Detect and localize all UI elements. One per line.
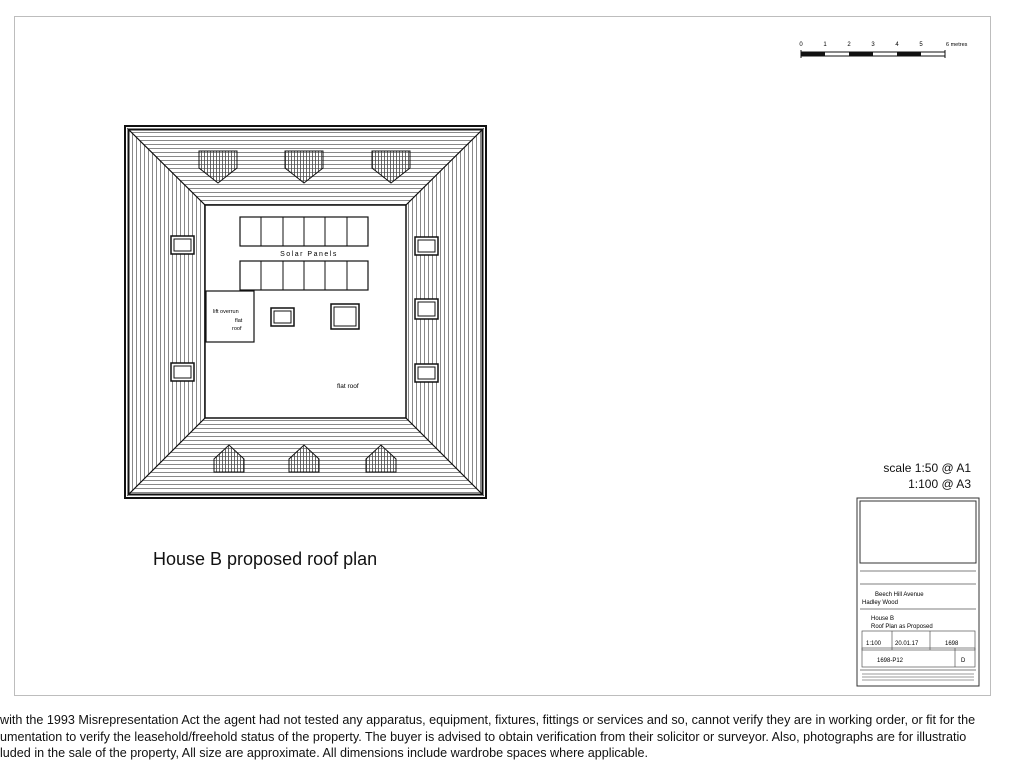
title-block-drawing-no: 1698-P12 — [877, 658, 904, 664]
title-block-date: 20.01.17 — [895, 641, 919, 647]
scale-unit: 6 metres — [946, 42, 968, 48]
scale-a1-note: scale 1:50 @ A1 — [883, 461, 971, 475]
scale-a3-note: 1:100 @ A3 — [908, 477, 971, 491]
disclaimer-line: umentation to verify the leasehold/freehold status of the property. The buyer is advised to obtain verification from their solicitor or surveyor. Also, photographs are for illustratio — [0, 729, 967, 744]
flat-roof-label: flat roof — [337, 383, 359, 390]
scale-tick-4: 4 — [895, 42, 899, 48]
scale-tick-3: 3 — [871, 42, 875, 48]
scale-tick-0: 0 — [799, 42, 803, 48]
scale-tick-5: 5 — [919, 42, 923, 48]
disclaimer — [0, 712, 1024, 762]
title-block-title-2: Roof Plan as Proposed — [871, 624, 933, 630]
title-block-scale: 1:100 — [866, 641, 882, 647]
lift-overrun — [206, 291, 254, 342]
title-block — [857, 498, 979, 686]
drawing-title: House B proposed roof plan — [153, 549, 378, 569]
disclaimer-line: luded in the sale of the property, All size are approximate. All dimensions include wardrobe spaces where applicable. — [0, 746, 649, 760]
scale-tick-1: 1 — [823, 42, 827, 48]
title-block-revision: D — [961, 658, 966, 664]
title-block-address-1: Beech Hill Avenue — [875, 592, 924, 598]
lift-overrun-roof-label: roof — [232, 326, 242, 332]
lift-overrun-flat-label: flat — [235, 318, 243, 324]
scale-bar — [799, 42, 967, 58]
title-block-job-no: 1698 — [945, 641, 959, 647]
solar-panels-label: Solar Panels — [280, 251, 338, 258]
lift-overrun-label: lift overrun — [213, 309, 239, 315]
disclaimer-line: with the 1993 Misrepresentation Act the agent had not tested any apparatus, equipment, fixtures, fittings or services and so, cannot verify they are in working order, or fit for the — [0, 713, 976, 727]
scale-tick-2: 2 — [847, 42, 851, 48]
title-block-address-2: Hadley Wood — [862, 600, 898, 606]
title-block-title-1: House B — [871, 616, 895, 622]
